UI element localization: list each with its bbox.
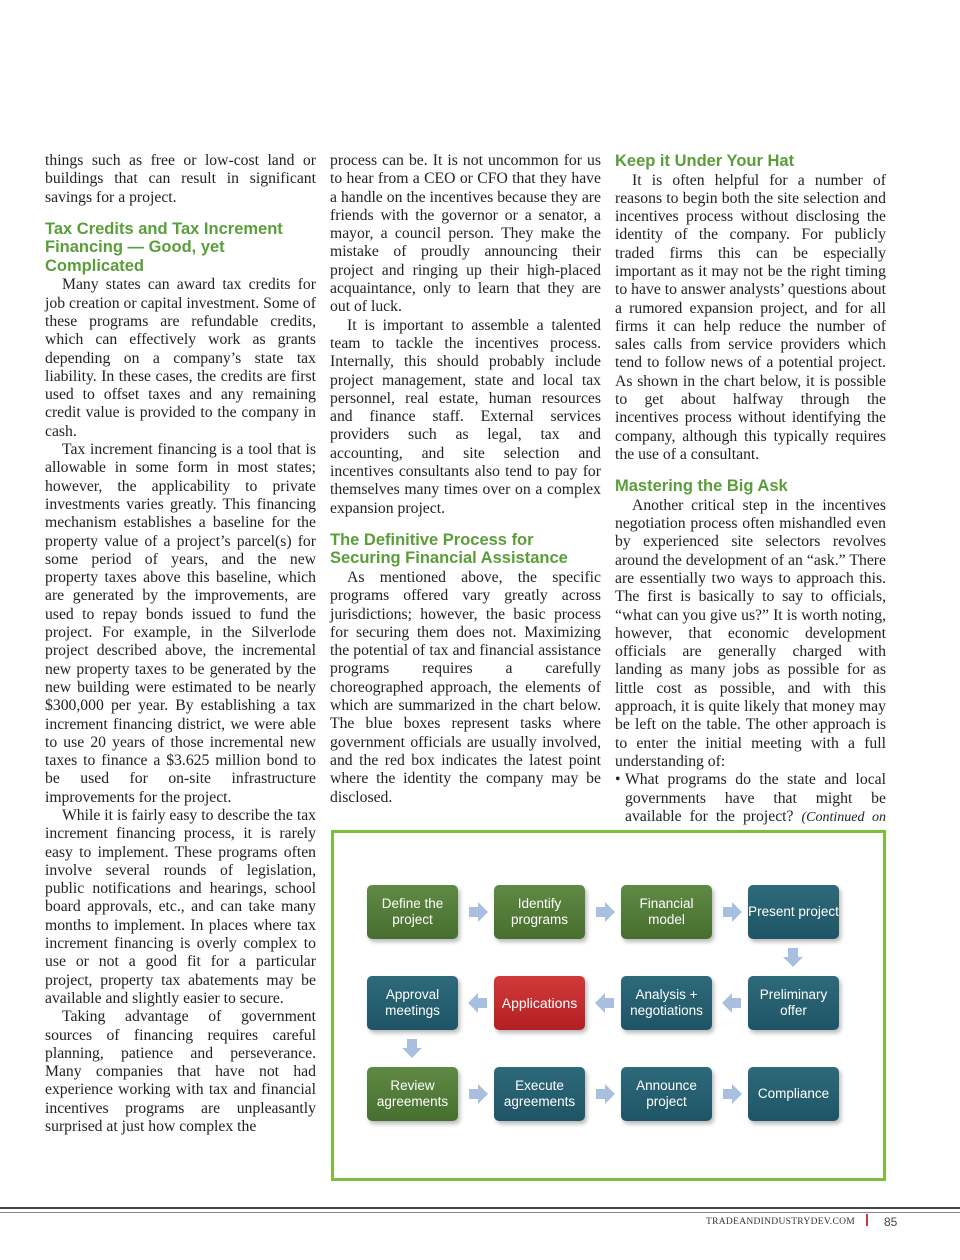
arrow-down-icon — [782, 946, 804, 968]
continued-note: (Continued on — [801, 809, 887, 825]
article-column-1 — [45, 152, 316, 1136]
paragraph: Tax increment financing is a tool that is allowable in some form in most states; however, the applicability to private investments varies greatly. This financing mechanism establishes a baseline for the property value of a project’s parcel(s) for some period of years, and the new property taxes above this baseline, which are generated by the improvements, are used to repay bonds issued to fund the project. For example, in the Silverlode project described above, the incremental new property taxes to be generated by the new building were estimated to be nearly $300,000 per year. By establishing a tax increment financing district, we were able to use 20 years of those incremental new taxes to finance a $3.625 million bond to be used for on-site infrastructure improvements for the project. — [45, 441, 316, 806]
incentives-process-chart — [331, 830, 886, 1181]
process-box-analysis-negotiations: Analysis + negotiations — [621, 976, 712, 1030]
footer-website: TRADEANDINDUSTRYDEV.COM — [706, 1217, 855, 1227]
process-box-applications: Applications — [494, 976, 585, 1030]
footer-rule — [0, 1207, 960, 1209]
process-box-compliance: Compliance — [748, 1067, 839, 1121]
process-box-financial-model: Financial model — [621, 885, 712, 939]
section-heading-keep-under-hat: Keep it Under Your Hat — [615, 152, 795, 170]
arrow-right-icon — [467, 901, 489, 923]
process-box-execute-agreements: Execute agreements — [494, 1067, 585, 1121]
arrow-left-icon — [721, 992, 743, 1014]
paragraph: process can be. It is not uncommon for us to hear from a CEO or CFO that they have a handle on the incentives because they are friends with the governor or a senator, a mayor, a council person. They make the mistake of proudly announcing their project and ringing up their high-placed acquaintance, only to learn that they are out of luck. — [330, 152, 601, 316]
paragraph: While it is fairly easy to describe the tax increment financing process, it is rarely easy to implement. These programs often involve several rounds of legislation, public notifications and hearings, school board approvals, etc., and can take many months to implement. In places where tax increment financing is overly complex to use or not a good fit for a particular project, property tax abatements may be available and slightly easier to secure. — [45, 807, 316, 1007]
bullet-icon: • — [615, 771, 621, 789]
paragraph: Many states can award tax credits for job creation or capital investment. Some of these programs are refundable credits, which can effectively work as grants depending on a company’s state tax liability. In these cases, the credits are first used to offset taxes and any remaining credit value is provided to the company in cash. — [45, 276, 316, 440]
paragraph: things such as free or low-cost land or buildings that can result in significant savings for a project. — [45, 152, 316, 206]
footer-separator — [866, 1214, 868, 1226]
process-box-announce-project: Announce project — [621, 1067, 712, 1121]
section-heading-big-ask: Mastering the Big Ask — [615, 477, 788, 496]
arrow-right-icon — [721, 1083, 743, 1105]
article-column-2 — [330, 152, 601, 807]
paragraph: Taking advantage of government sources of financing requires careful planning, patience and perseverance. Many companies that have not had experience working with tax and financial incentives programs are unpleasantly surprised at just how complex the — [45, 1008, 316, 1136]
process-box-define-project: Define the project — [367, 885, 458, 939]
arrow-right-icon — [721, 901, 743, 923]
page-number: 85 — [884, 1215, 898, 1229]
process-box-approval-meetings: Approval meetings — [367, 976, 458, 1030]
arrow-left-icon — [594, 992, 616, 1014]
process-box-identify-programs: Identify programs — [494, 885, 585, 939]
arrow-down-icon — [401, 1037, 423, 1059]
arrow-right-icon — [594, 901, 616, 923]
arrow-right-icon — [467, 1083, 489, 1105]
paragraph: As mentioned above, the specific programs offered vary greatly across jurisdictions; however, the basic process for securing them does not. Maximizing the potential of tax and financial assistance programs requires a carefully choreographed approach, the elements of which are summarized in the chart below. The blue boxes represent tasks where government officials are usually involved, and the red box indicates the latest point where the identity the company may be disclosed. — [330, 568, 601, 806]
arrow-left-icon — [467, 992, 489, 1014]
article-column-3 — [615, 152, 886, 846]
section-heading-tax-credits: Tax Credits and Tax Increment Financing — Good, yet Complicated — [45, 219, 283, 275]
process-box-present-project: Present project — [748, 885, 839, 939]
bullet-text: What programs do the state and local governments have that might be available for the project? — [625, 771, 886, 825]
process-box-preliminary-offer: Preliminary offer — [748, 976, 839, 1030]
paragraph: It is important to assemble a talented team to tackle the incentives process. Internally, this should probably include project management, state and local tax personnel, real estate, human resources and finance staff. External services providers such as legal, tax and accounting, and site selection and incentives consultants also tend to pay for themselves many times over on a complex expansion project. — [330, 316, 601, 517]
process-box-review-agreements: Review agreements — [367, 1067, 458, 1121]
paragraph: Another critical step in the incentives negotiation process often mishandled even by experienced site selectors revolves around the development of an “ask.” There are essentially two ways to approach this. The first is basically to say to officials, “what can you give us?” It is worth noting, however, that economic development officials are generally charged with landing as many jobs as possible for as little cost as possible, and with this approach, it is quite likely that money may be left on the table. The other approach is to enter the initial meeting with a full understanding of: — [615, 496, 886, 770]
paragraph: It is often helpful for a number of reasons to begin both the site selection and incentives process without disclosing the identity of the company. For publicly traded firms this can be especially important as it may not be the right timing to have to answer analysts’ questions about a rumored expansion project, and for all firms it can help reduce the number of sales calls from service providers which tend to follow news of a potential project. As shown in the chart below, it is possible to get about halfway through the incentives process without identifying the company, although this typically requires the use of a consultant. — [615, 171, 886, 463]
arrow-right-icon — [594, 1083, 616, 1105]
footer-rule-thin — [0, 1212, 960, 1213]
section-heading-definitive-process: The Definitive Process for Securing Financial Assistance — [330, 530, 568, 568]
